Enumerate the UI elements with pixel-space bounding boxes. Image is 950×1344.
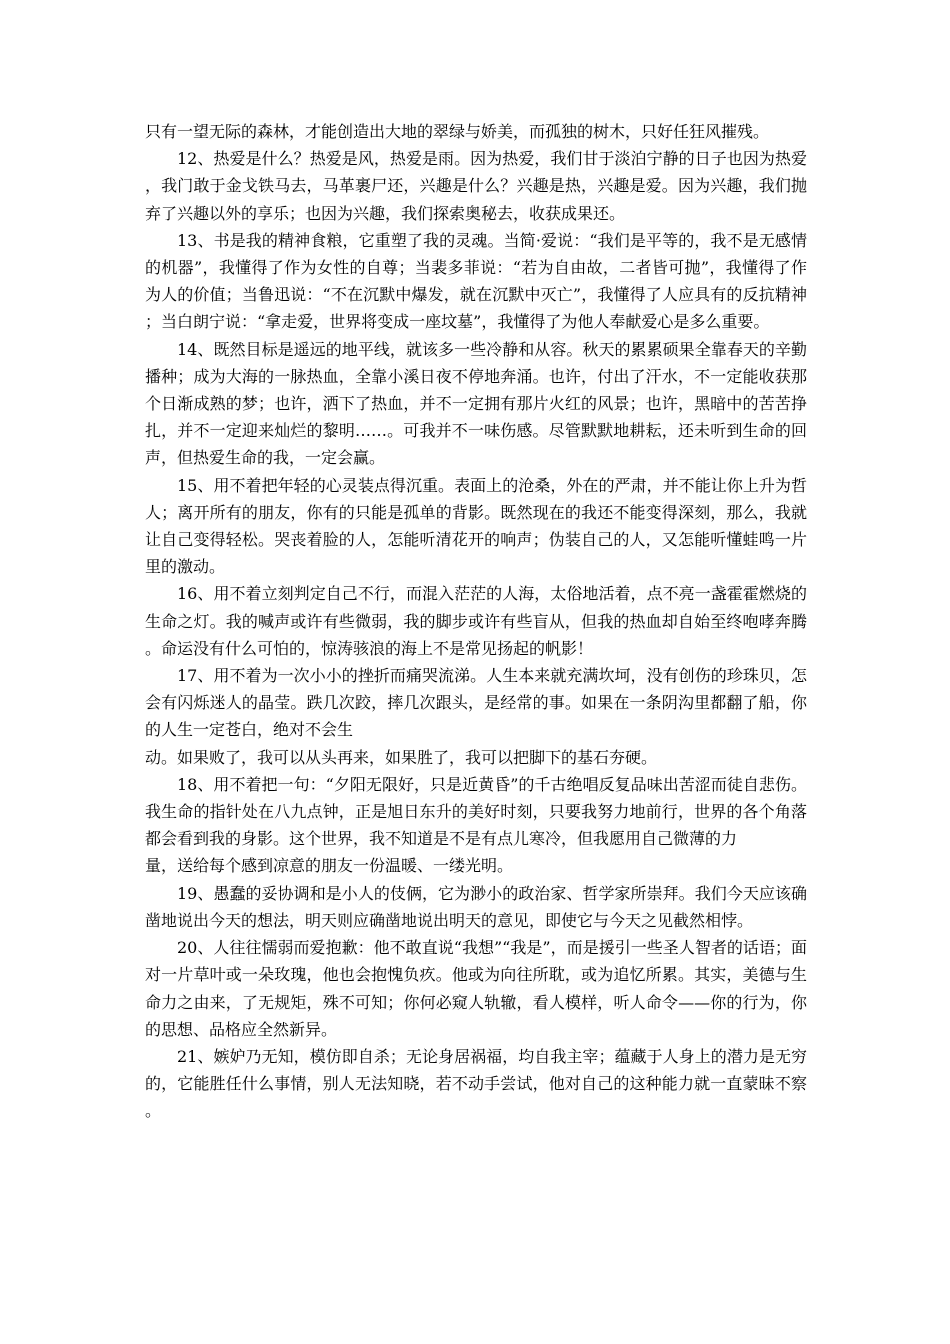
paragraph-21: 21、嫉妒乃无知，模仿即自杀；无论身居祸福，均自我主宰；蕴藏于人身上的潜力是无穷的，它能胜任什么事情，别人无法知晓，若不动手尝试，他对自己的这种能力就一直蒙昧不察。 [145,1046,807,1121]
paragraph-17-part-2: 动。如果败了，我可以从头再来，如果胜了，我可以把脚下的基石夯硬。 [145,747,658,767]
paragraph-16: 16、用不着立刻判定自己不行，而混入茫茫的人海，太俗地活着，点不亮一盏霍霍燃烧的生命之灯。我的喊声或许有些微弱，我的脚步或许有些盲从，但我的热血却自始至终咆哮奔腾。命运没有什么可怕的，惊涛骇浪的海上不是常见扬起的帆影！ [145,584,807,658]
paragraph-17 [145,662,807,771]
paragraph-18-part-2: 量，送给每个感到凉意的朋友一份温暖、一缕光明。 [145,856,514,876]
paragraph-18 [145,771,807,880]
paragraph-18-part-1: 18、用不着把一句：“夕阳无限好，只是近黄昏”的千古绝唱反复品味出苦涩而徒自悲伤。我生命的指针处在八九点钟，正是旭日东升的美好时刻，只要我努力地前行，世界的各个角落都会看到我的身影。这个世界，我不知道是不是有点儿寒冷，但我愿用自己微薄的力 [145,774,807,849]
paragraph-15: 15、用不着把年轻的心灵装点得沉重。表面上的沧桑，外在的严肃，并不能让你上升为哲人；离开所有的朋友，你有的只能是孤单的背影。既然现在的我还不能变得深刻，那么，我就让自己变得轻松。哭丧着脸的人，怎能听清花开的响声；伪装自己的人，又怎能听懂蛙鸣一片里的激动。 [145,475,807,577]
paragraph-19: 19、愚蠢的妥协调和是小人的伎俩，它为渺小的政治家、哲学家所崇拜。我们今天应该确凿地说出今天的想法，明天则应确凿地说出明天的意见，即使它与今天之见截然相悖。 [145,883,807,930]
paragraph-14: 14、既然目标是遥远的地平线，就该多一些冷静和从容。秋天的累累硕果全靠春天的辛勤播种；成为大海的一脉热血，全靠小溪日夜不停地奔涌。也许，付出了汗水，不一定能收获那个日渐成熟的梦；也许，洒下了热血，并不一定拥有那片火红的风景；也许，黑暗中的苦苦挣扎，并不一定迎来灿烂的黎明……。可我并不一味伤感。尽管默默地耕耘，还未听到生命的回声，但热爱生命的我，一定会赢。 [145,339,807,468]
paragraph-20: 20、人往往懦弱而爱抱歉：他不敢直说“我想”“我是”，而是援引一些圣人智者的话语；面对一片草叶或一朵玫瑰，他也会抱愧负疚。他或为向往所耽，或为追忆所累。其实，美德与生命力之由来，了无规矩，殊不可知；你何必窥人轨辙，看人模样，听人命令——你的行为，你的思想、品格应全然新异。 [145,938,807,1039]
paragraph-13: 13、书是我的精神食粮，它重塑了我的灵魂。当简·爱说：“我们是平等的，我不是无感情的机器”，我懂得了作为女性的自尊；当裴多菲说：“若为自由故，二者皆可抛”，我懂得了作为人的价值；当鲁迅说：“不在沉默中爆发，就在沉默中灭亡”，我懂得了人应具有的反抗精神；当白朗宁说：“拿走爱，世界将变成一座坟墓”，我懂得了为他人奉献爱心是多么重要。 [145,230,807,332]
paragraph-12: 12、热爱是什么？热爱是风，热爱是雨。因为热爱，我们甘于淡泊宁静的日子也因为热爱，我门敢于金戈铁马去，马革裹尸还，兴趣是什么？兴趣是热，兴趣是爱。因为兴趣，我们抛弃了兴趣以外的享乐；也因为兴趣，我们探索奥秘去，收获成果还。 [145,149,807,223]
paragraph-17-part-1: 17、用不着为一次小小的挫折而痛哭流涕。人生本来就充满坎坷，没有创伤的珍珠贝，怎会有闪烁迷人的晶莹。跌几次跤，摔几次跟头，是经常的事。如果在一条阴沟里都翻了船，你的人生一定苍白，绝对不会生 [145,666,807,740]
paragraph-intro: 只有一望无际的森林，才能创造出大地的翠绿与娇美，而孤独的树木，只好任狂风摧残。 [145,122,770,141]
document-body [145,118,807,1125]
